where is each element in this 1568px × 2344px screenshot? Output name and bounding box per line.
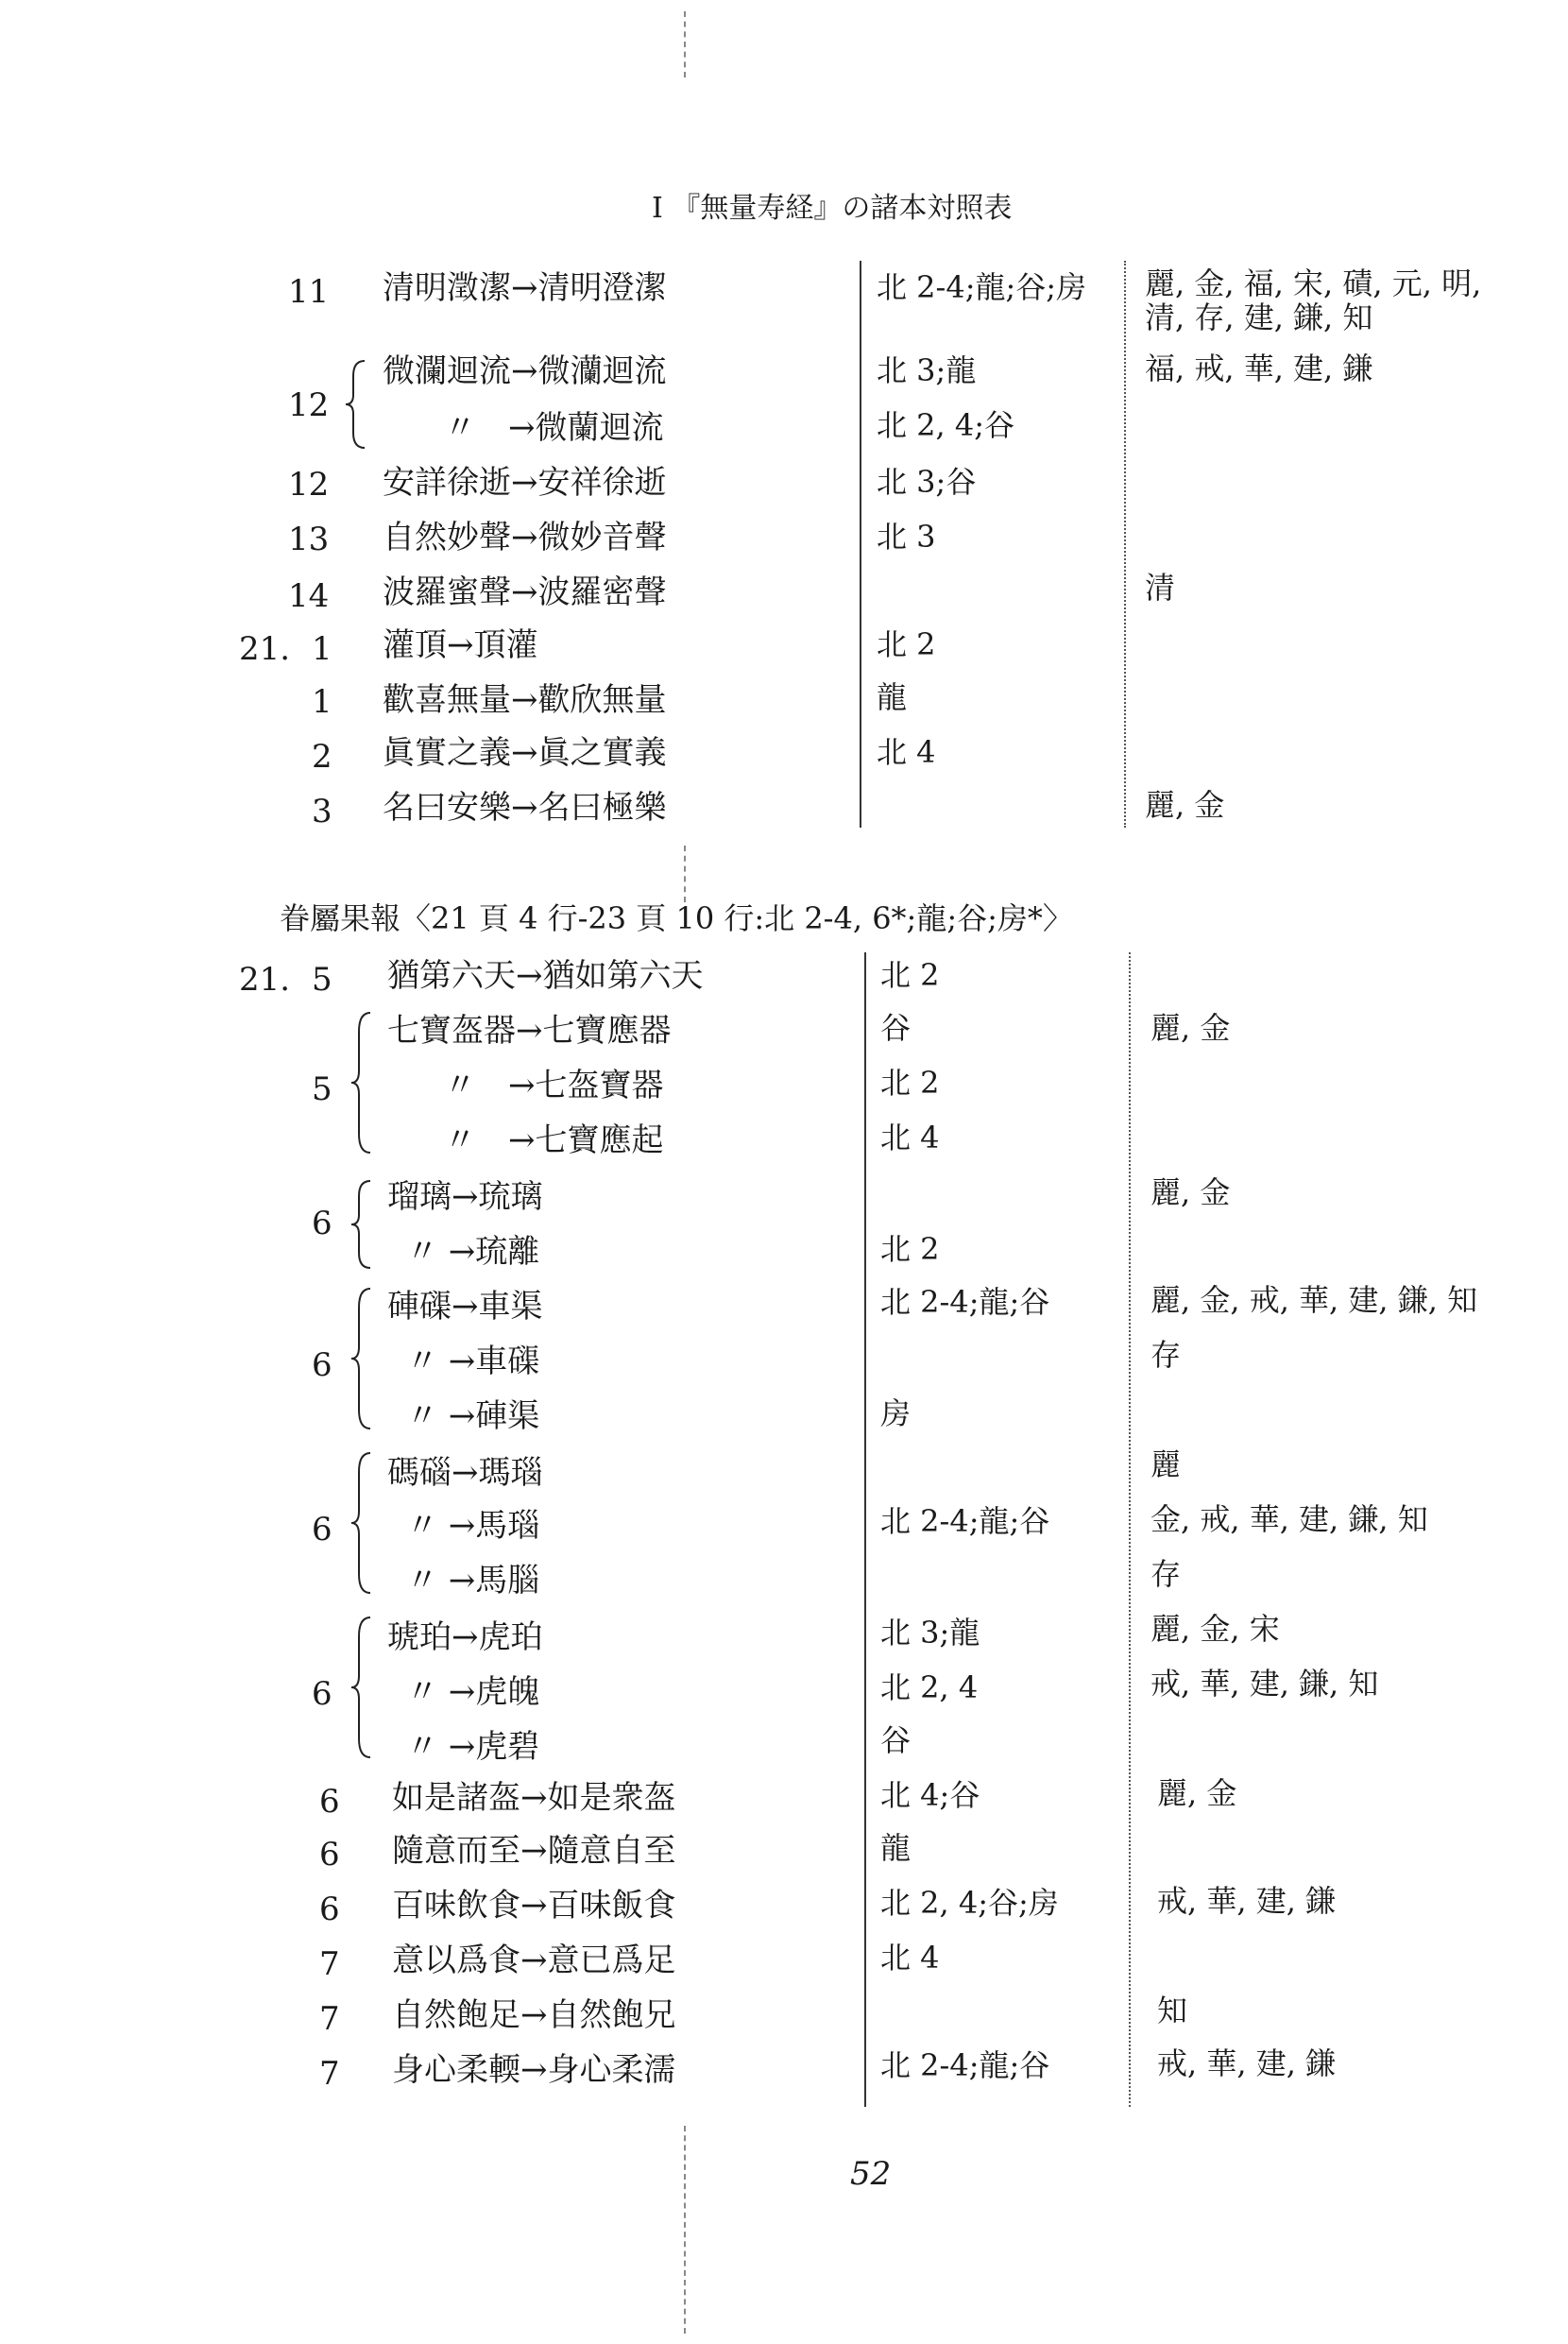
entry-text: 安詳徐逝→安祥徐逝 bbox=[383, 464, 667, 502]
edition-witnesses: 知 bbox=[1157, 1993, 1188, 2028]
entry-text: 硨磲→車渠 bbox=[387, 1288, 543, 1326]
row-number: 7 bbox=[319, 1945, 340, 1983]
entry-text: 〃 →馬瑙 bbox=[406, 1507, 540, 1545]
section2-divider-right bbox=[1129, 952, 1131, 2107]
row-number: 3 bbox=[312, 793, 332, 830]
entry-text: 百味飲食→百味飯食 bbox=[392, 1887, 676, 1925]
section-heading: 眷屬果報〈21 頁 4 行-23 頁 10 行:北 2-4, 6*;龍;谷;房*〉 bbox=[280, 900, 1073, 936]
manuscript-witnesses: 北 2-4;龍;谷;房 bbox=[877, 269, 1087, 305]
entry-text: 如是諸盔→如是衆盔 bbox=[392, 1779, 676, 1817]
row-number: 7 bbox=[319, 2055, 340, 2093]
page-number: 52 bbox=[850, 2155, 892, 2193]
entry-text: 〃 →琉離 bbox=[406, 1233, 540, 1271]
entry-text: 瑠璃→琉璃 bbox=[387, 1178, 543, 1216]
manuscript-witnesses: 谷 bbox=[880, 1722, 912, 1758]
edition-witnesses: 麗, 金 bbox=[1145, 787, 1225, 823]
entry-text: 歡喜無量→歡欣無量 bbox=[383, 681, 667, 719]
manuscript-witnesses: 北 4;谷 bbox=[880, 1777, 980, 1813]
row-number: 6 bbox=[312, 1675, 332, 1713]
edition-witnesses: 麗 bbox=[1150, 1446, 1182, 1482]
entry-text: 波羅蜜聲→波羅密聲 bbox=[383, 573, 667, 611]
row-number: 6 bbox=[319, 1836, 340, 1873]
manuscript-witnesses: 北 4 bbox=[877, 734, 936, 770]
manuscript-witnesses: 北 2 bbox=[880, 957, 940, 993]
scan-margin-mark-bottom bbox=[684, 2126, 686, 2334]
edition-witnesses: 麗, 金 bbox=[1150, 1010, 1231, 1046]
row-number: 1 bbox=[312, 630, 332, 668]
entry-text: 〃 →虎碧 bbox=[406, 1728, 540, 1766]
row-number: 6 bbox=[312, 1205, 332, 1242]
manuscript-witnesses: 北 2 bbox=[880, 1231, 940, 1267]
scan-margin-mark-mid bbox=[684, 846, 686, 902]
entry-text: 微瀾迴流→微灡迴流 bbox=[383, 352, 667, 390]
entry-text: 隨意而至→隨意自至 bbox=[392, 1832, 676, 1870]
entry-text: 〃 →車磲 bbox=[406, 1343, 540, 1380]
entry-text: 猶第六天→猶如第六天 bbox=[387, 957, 704, 995]
edition-witnesses-cont: 清, 存, 建, 鎌, 知 bbox=[1145, 299, 1373, 335]
manuscript-witnesses: 谷 bbox=[880, 1010, 912, 1046]
manuscript-witnesses: 北 3;龍 bbox=[880, 1615, 980, 1651]
manuscript-witnesses: 北 3 bbox=[877, 519, 936, 555]
page-number-ref: 21. bbox=[239, 630, 291, 668]
edition-witnesses: 金, 戒, 華, 建, 鎌, 知 bbox=[1150, 1501, 1428, 1537]
entry-text: 自然飽足→自然飽兄 bbox=[392, 1996, 676, 2034]
edition-witnesses: 存 bbox=[1150, 1337, 1182, 1373]
row-number: 13 bbox=[288, 521, 330, 558]
entry-text: 眞實之義→眞之實義 bbox=[383, 734, 667, 772]
manuscript-witnesses: 北 3;谷 bbox=[877, 464, 977, 500]
edition-witnesses: 麗, 金 bbox=[1150, 1174, 1231, 1210]
edition-witnesses: 麗, 金 bbox=[1157, 1775, 1237, 1811]
page-header: I 『無量寿経』の諸本対照表 bbox=[652, 192, 1013, 225]
row-number: 6 bbox=[312, 1346, 332, 1384]
manuscript-witnesses: 房 bbox=[880, 1395, 912, 1431]
entry-text: 〃 →硨渠 bbox=[406, 1397, 540, 1435]
row-number: 12 bbox=[288, 386, 330, 424]
manuscript-witnesses: 北 2, 4;谷 bbox=[877, 407, 1015, 443]
row-number: 5 bbox=[312, 961, 332, 999]
edition-witnesses: 麗, 金, 福, 宋, 磧, 元, 明, bbox=[1145, 265, 1482, 301]
row-number: 12 bbox=[288, 466, 330, 504]
manuscript-witnesses: 北 2-4;龍;谷 bbox=[880, 2047, 1050, 2083]
section1-divider-left bbox=[860, 261, 861, 828]
entry-text: 〃 →虎魄 bbox=[406, 1673, 540, 1711]
edition-witnesses: 福, 戒, 華, 建, 鎌 bbox=[1145, 351, 1373, 386]
edition-witnesses: 戒, 華, 建, 鎌, 知 bbox=[1150, 1666, 1379, 1702]
entry-text: 〃 →馬腦 bbox=[406, 1562, 540, 1600]
row-number: 5 bbox=[312, 1070, 332, 1108]
grouping-brace bbox=[342, 357, 370, 452]
entry-text: 〃 →七寶應起 bbox=[444, 1121, 664, 1159]
manuscript-witnesses: 北 2 bbox=[877, 626, 936, 662]
entry-text: 清明澂潔→清明澄潔 bbox=[383, 269, 667, 307]
entry-text: 灌頂→頂灌 bbox=[383, 626, 538, 664]
manuscript-witnesses: 龍 bbox=[877, 679, 908, 715]
entry-text: 身心柔輭→身心柔濡 bbox=[392, 2051, 676, 2089]
grouping-brace bbox=[348, 1177, 376, 1272]
entry-text: 琥珀→虎珀 bbox=[387, 1618, 543, 1656]
entry-text: 碼碯→瑪瑙 bbox=[387, 1454, 543, 1492]
row-number: 7 bbox=[319, 2000, 340, 2038]
manuscript-witnesses: 北 2-4;龍;谷 bbox=[880, 1284, 1050, 1320]
grouping-brace bbox=[348, 1614, 376, 1761]
entry-text: 名曰安樂→名曰極樂 bbox=[383, 789, 667, 827]
section1-divider-right bbox=[1124, 261, 1126, 828]
edition-witnesses: 戒, 華, 建, 鎌 bbox=[1157, 2045, 1337, 2081]
manuscript-witnesses: 北 2, 4;谷;房 bbox=[880, 1885, 1059, 1921]
edition-witnesses: 戒, 華, 建, 鎌 bbox=[1157, 1883, 1337, 1919]
manuscript-witnesses: 北 2-4;龍;谷 bbox=[880, 1503, 1050, 1539]
entry-text: 自然妙聲→微妙音聲 bbox=[383, 519, 667, 556]
manuscript-witnesses: 北 4 bbox=[880, 1940, 940, 1976]
row-number: 14 bbox=[288, 577, 330, 615]
entry-text: 七寶盔器→七寶應器 bbox=[387, 1012, 672, 1050]
row-number: 6 bbox=[319, 1891, 340, 1928]
section2-divider-left bbox=[864, 952, 866, 2107]
manuscript-witnesses: 北 4 bbox=[880, 1120, 940, 1155]
entry-text: 意以爲食→意已爲足 bbox=[392, 1942, 676, 1979]
edition-witnesses: 麗, 金, 戒, 華, 建, 鎌, 知 bbox=[1150, 1282, 1478, 1318]
edition-witnesses: 麗, 金, 宋 bbox=[1150, 1611, 1280, 1647]
scan-margin-mark-top bbox=[684, 11, 686, 77]
row-number: 11 bbox=[288, 273, 330, 311]
grouping-brace bbox=[348, 1285, 376, 1432]
manuscript-witnesses: 龍 bbox=[880, 1830, 912, 1866]
entry-text: 〃 →七盔寶器 bbox=[444, 1067, 664, 1104]
row-number: 1 bbox=[312, 683, 332, 721]
row-number: 6 bbox=[312, 1511, 332, 1548]
grouping-brace bbox=[348, 1009, 376, 1156]
manuscript-witnesses: 北 2 bbox=[880, 1065, 940, 1101]
edition-witnesses: 存 bbox=[1150, 1556, 1182, 1592]
manuscript-witnesses: 北 3;龍 bbox=[877, 352, 977, 388]
grouping-brace bbox=[348, 1449, 376, 1597]
row-number: 2 bbox=[312, 738, 332, 776]
manuscript-witnesses: 北 2, 4 bbox=[880, 1669, 979, 1705]
row-number: 6 bbox=[319, 1783, 340, 1821]
entry-text: 〃 →微蘭迴流 bbox=[444, 409, 664, 447]
page-number-ref: 21. bbox=[239, 961, 291, 999]
edition-witnesses: 清 bbox=[1145, 570, 1176, 606]
